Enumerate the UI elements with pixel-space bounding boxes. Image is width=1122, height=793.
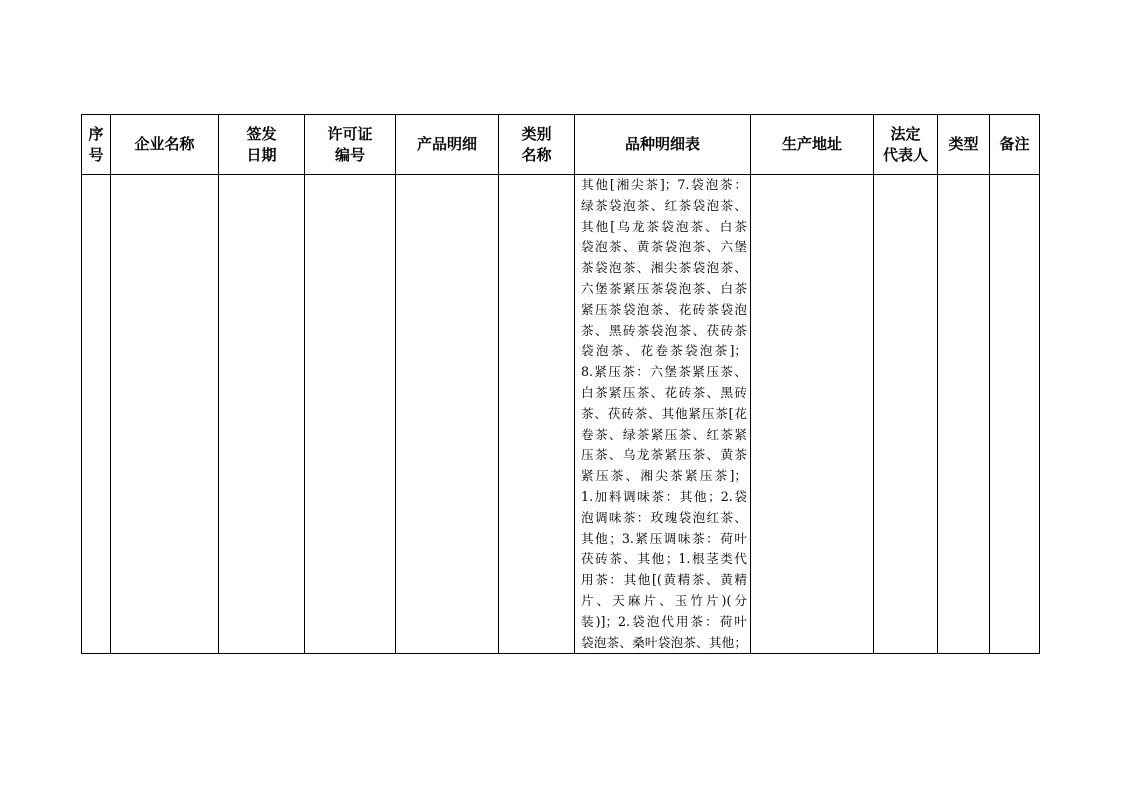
cell-variety-list (575, 175, 751, 654)
header-seq-line-1: 序 (88, 124, 104, 143)
variety-line: 其他[乌龙茶袋泡茶、白茶 (581, 218, 747, 234)
header-license-no (305, 115, 396, 175)
cell-legal-rep (874, 175, 938, 654)
variety-line: 8.紧压茶：六堡茶紧压茶、 (581, 364, 747, 380)
cell-remarks (990, 175, 1040, 654)
variety-line: 六堡茶紧压茶袋泡茶、白茶 (581, 280, 747, 296)
cell-product-detail (396, 175, 499, 654)
header-type-label: 类型 (948, 135, 979, 153)
variety-line: 白茶紧压茶、花砖茶、黑砖 (581, 384, 747, 400)
variety-line: 压茶、乌龙茶紧压茶、黄茶 (581, 447, 747, 463)
cell-category (499, 175, 575, 654)
table-row (82, 175, 1040, 654)
header-license-no-line-1: 许可证 (327, 124, 373, 143)
variety-line: 茶、黑砖茶袋泡茶、茯砖茶 (581, 322, 747, 338)
variety-line: 绿茶袋泡茶、红茶袋泡茶、 (581, 197, 747, 213)
header-category (499, 115, 575, 175)
header-product-detail-label: 产品明细 (416, 135, 477, 153)
license-table (81, 114, 1040, 654)
cell-type (938, 175, 990, 654)
header-issue-date-line-1: 签发 (246, 124, 277, 143)
variety-line: 卷茶、绿茶紧压茶、红茶紧 (581, 426, 747, 442)
header-issue-date-line-2: 日期 (246, 145, 277, 164)
header-address-label: 生产地址 (781, 135, 842, 153)
header-remarks (990, 115, 1040, 175)
variety-line: 紧压茶、湘尖茶紧压茶]； (581, 468, 747, 484)
variety-line: 袋泡茶、花卷茶袋泡茶]； (581, 343, 747, 359)
header-variety-list (575, 115, 751, 175)
variety-line: 茶、茯砖茶、其他紧压茶[花 (581, 405, 747, 421)
variety-line: 1.加料调味茶：其他；2.袋 (581, 488, 747, 504)
variety-line: 茶袋泡茶、湘尖茶袋泡茶、 (581, 260, 747, 276)
variety-line: 用茶：其他[(黄精茶、黄精 (581, 572, 747, 588)
table-header (82, 115, 1040, 175)
header-legal-rep-line-2: 代表人 (882, 145, 928, 164)
header-issue-date (219, 115, 305, 175)
variety-line: 茯砖茶、其他；1.根茎类代 (581, 551, 747, 567)
header-legal-rep (874, 115, 938, 175)
header-category-line-1: 类别 (521, 124, 552, 143)
variety-line: 袋泡茶、黄茶袋泡茶、六堡 (581, 239, 747, 255)
header-variety-list-label: 品种明细表 (624, 135, 700, 153)
header-row (82, 115, 1040, 175)
variety-line: 紧压茶袋泡茶、花砖茶袋泡 (581, 301, 747, 317)
cell-license-no (305, 175, 396, 654)
variety-line: 装)]；2.袋泡代用茶：荷叶 (581, 613, 747, 629)
header-company-label: 企业名称 (134, 135, 195, 153)
cell-company (111, 175, 219, 654)
header-category-line-2: 名称 (521, 145, 552, 164)
header-address (751, 115, 874, 175)
variety-line: 其他[湘尖茶]；7.袋泡茶： (581, 177, 747, 192)
header-license-no-line-2: 编号 (334, 145, 365, 164)
header-legal-rep-line-1: 法定 (890, 124, 921, 143)
header-type (938, 115, 990, 175)
header-company (111, 115, 219, 175)
variety-line: 袋泡茶、桑叶袋泡茶、其他； (581, 634, 747, 650)
header-seq (82, 115, 111, 175)
variety-line: 片、天麻片、玉竹片)(分 (581, 592, 747, 608)
table-body (82, 175, 1040, 654)
header-product-detail (396, 115, 499, 175)
header-seq-line-2: 号 (88, 145, 104, 164)
cell-issue-date (219, 175, 305, 654)
cell-address (751, 175, 874, 654)
header-remarks-label: 备注 (999, 135, 1030, 153)
variety-line: 泡调味茶：玫瑰袋泡红茶、 (581, 509, 747, 525)
cell-seq (82, 175, 111, 654)
variety-line: 其他；3.紧压调味茶：荷叶 (581, 530, 747, 546)
